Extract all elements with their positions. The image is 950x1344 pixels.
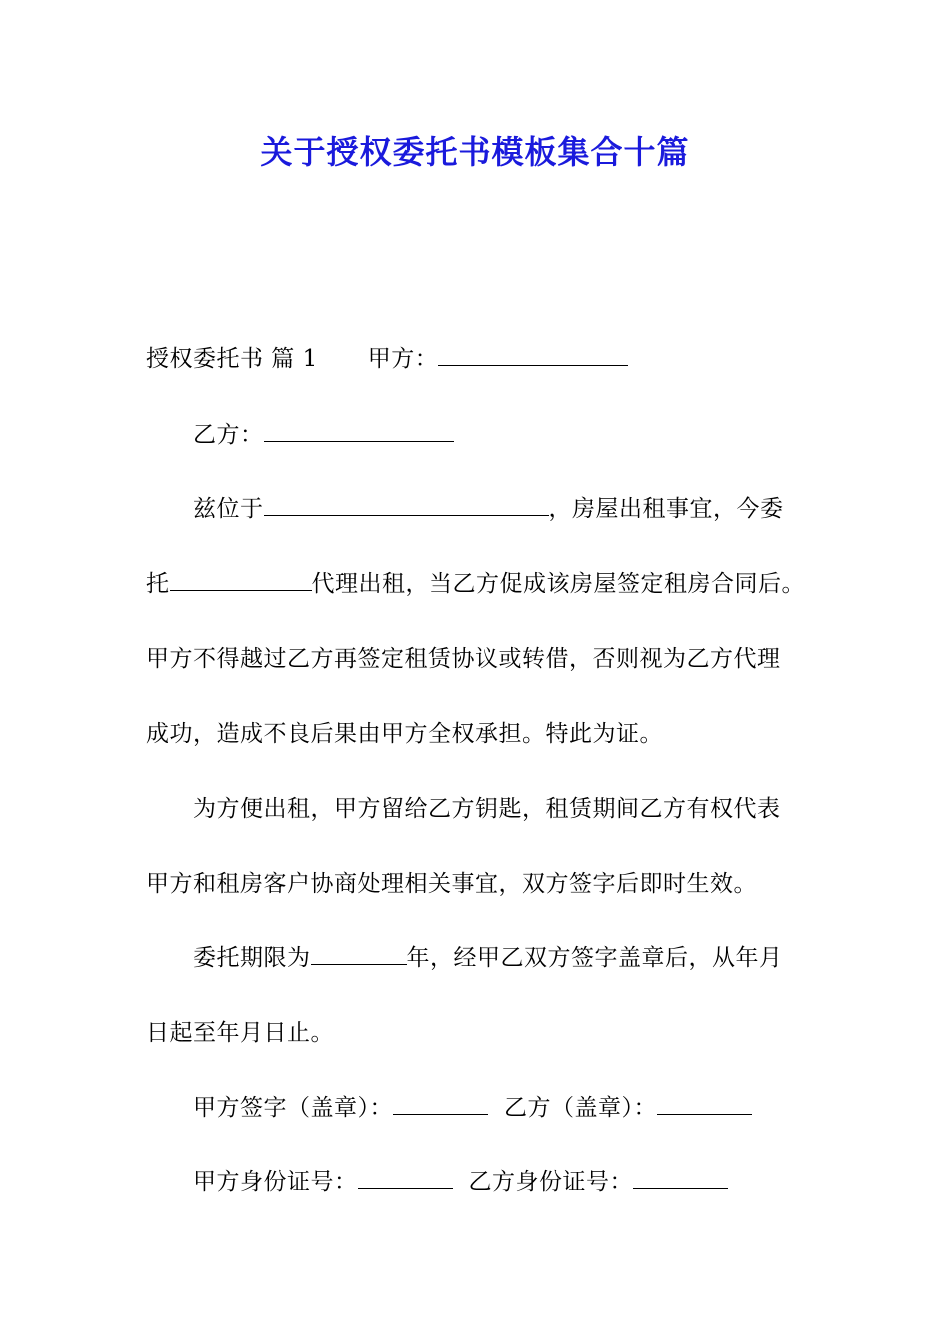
section-heading: 授权委托书 篇 1 [146, 346, 318, 372]
party-b-label: 乙方： [193, 422, 264, 448]
signature-line [193, 1092, 752, 1124]
party-a-blank [438, 343, 628, 366]
para1-text-b: ，房屋出租事宜，今委 [548, 496, 784, 522]
heading-line [146, 343, 628, 375]
party-b-line [193, 419, 454, 451]
agent-blank [170, 568, 312, 591]
para1-line4: 成功，造成不良后果由甲方全权承担。特此为证。 [146, 721, 663, 747]
id-b-blank [633, 1166, 728, 1189]
para3-line1 [193, 942, 783, 974]
address-blank [264, 493, 549, 516]
sign-b-label: 乙方（盖章）： [504, 1095, 657, 1121]
para1-line3: 甲方不得越过乙方再签定租赁协议或转借，否则视为乙方代理 [146, 646, 781, 672]
id-b-label: 乙方身份证号： [468, 1169, 633, 1195]
para1-text-a: 兹位于 [193, 496, 264, 522]
term-blank [311, 942, 407, 965]
id-line [193, 1166, 728, 1198]
party-b-blank [264, 419, 454, 442]
para1-line1 [193, 493, 784, 525]
sign-a-label: 甲方签字（盖章）： [193, 1095, 393, 1121]
para3-text-a: 委托期限为 [193, 945, 311, 971]
para3-line2: 日起至年月日止。 [146, 1020, 334, 1046]
sign-a-blank [393, 1092, 488, 1115]
para2-line2: 甲方和租房客户协商处理相关事宜，双方签字后即时生效。 [146, 871, 757, 897]
sign-b-blank [657, 1092, 752, 1115]
id-a-blank [358, 1166, 453, 1189]
para1-line2 [146, 568, 805, 600]
document-title: 关于授权委托书模板集合十篇 [260, 133, 690, 171]
id-a-label: 甲方身份证号： [193, 1169, 358, 1195]
para1-line2-text-b: 代理出租，当乙方促成该房屋签定租房合同后。 [311, 571, 805, 597]
para3-text-b: 年，经甲乙双方签字盖章后，从年月 [406, 945, 783, 971]
para1-line2-text-a: 托 [146, 571, 170, 597]
para2-line1: 为方便出租，甲方留给乙方钥匙，租赁期间乙方有权代表 [193, 796, 781, 822]
party-a-label: 甲方： [367, 346, 439, 372]
